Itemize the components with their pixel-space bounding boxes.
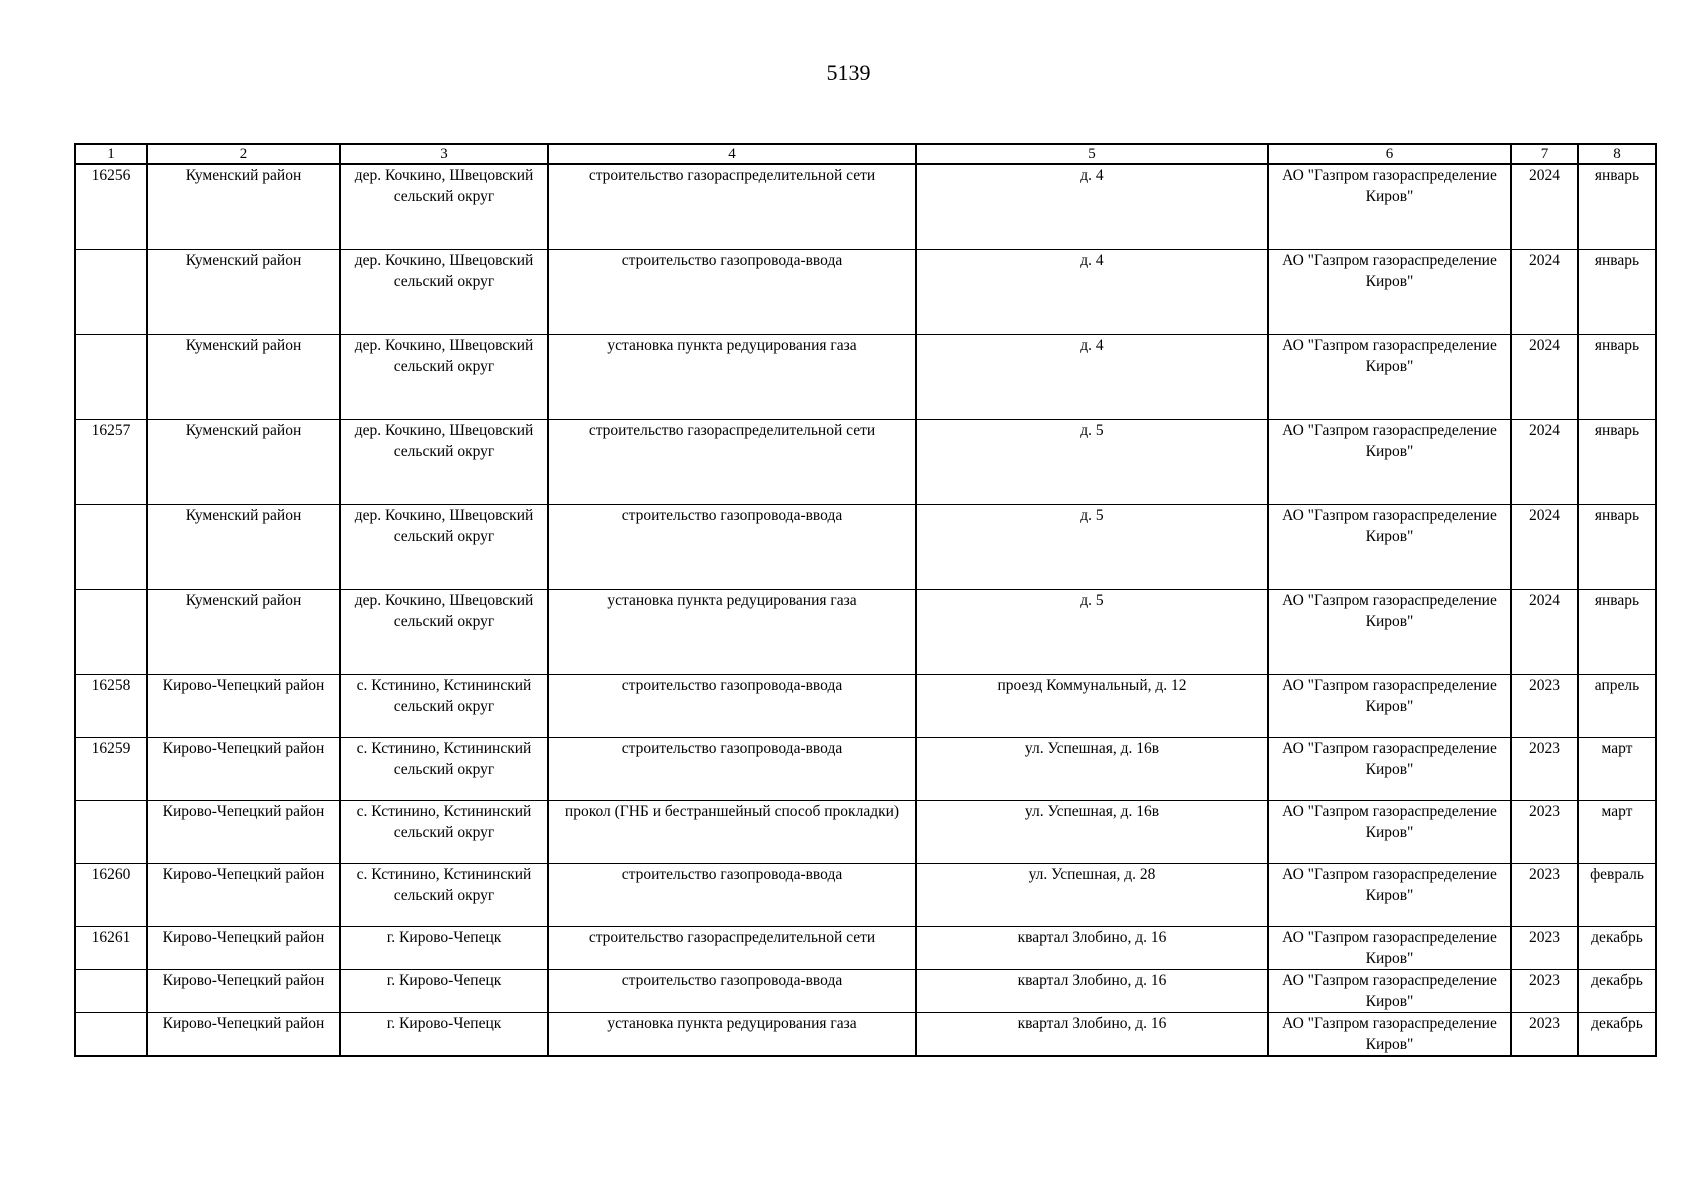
column-number-row — [75, 144, 1656, 164]
year-cell: 2024 — [1511, 505, 1578, 590]
address-cell: д. 5 — [916, 505, 1268, 590]
year-cell: 2023 — [1511, 970, 1578, 1013]
work-type-cell: строительство газопровода-ввода — [548, 250, 916, 335]
settlement-cell: с. Кстинино, Кстининский сельский округ — [340, 801, 548, 864]
organization-cell: АО "Газпром газораспределение Киров" — [1268, 927, 1511, 970]
work-type-cell: строительство газопровода-ввода — [548, 675, 916, 738]
work-type-cell: строительство газопровода-ввода — [548, 864, 916, 927]
column-number: 4 — [548, 144, 916, 164]
year-cell: 2023 — [1511, 927, 1578, 970]
entry-number-cell: 16257 — [75, 420, 147, 505]
register-table — [74, 143, 1657, 1057]
organization-cell: АО "Газпром газораспределение Киров" — [1268, 1013, 1511, 1057]
month-cell: март — [1578, 801, 1656, 864]
organization-cell: АО "Газпром газораспределение Киров" — [1268, 250, 1511, 335]
district-cell: Куменский район — [147, 590, 340, 675]
column-number: 1 — [75, 144, 147, 164]
district-cell: Кирово-Чепецкий район — [147, 927, 340, 970]
year-cell: 2024 — [1511, 250, 1578, 335]
month-cell: март — [1578, 738, 1656, 801]
entry-number-cell: 16260 — [75, 864, 147, 927]
year-cell: 2024 — [1511, 590, 1578, 675]
district-cell: Кирово-Чепецкий район — [147, 801, 340, 864]
column-number: 8 — [1578, 144, 1656, 164]
organization-cell: АО "Газпром газораспределение Киров" — [1268, 505, 1511, 590]
column-number: 5 — [916, 144, 1268, 164]
entry-number-cell: 16261 — [75, 927, 147, 970]
work-type-cell: установка пункта редуцирования газа — [548, 335, 916, 420]
column-number: 7 — [1511, 144, 1578, 164]
address-cell: д. 4 — [916, 164, 1268, 250]
organization-cell: АО "Газпром газораспределение Киров" — [1268, 675, 1511, 738]
year-cell: 2023 — [1511, 738, 1578, 801]
district-cell: Кирово-Чепецкий район — [147, 675, 340, 738]
district-cell: Куменский район — [147, 250, 340, 335]
table-row — [75, 590, 1656, 675]
address-cell: проезд Коммунальный, д. 12 — [916, 675, 1268, 738]
year-cell: 2023 — [1511, 675, 1578, 738]
column-number: 3 — [340, 144, 548, 164]
entry-number-cell — [75, 1013, 147, 1057]
table-body — [75, 164, 1656, 1056]
district-cell: Куменский район — [147, 505, 340, 590]
entry-number-cell — [75, 801, 147, 864]
month-cell: декабрь — [1578, 970, 1656, 1013]
organization-cell: АО "Газпром газораспределение Киров" — [1268, 335, 1511, 420]
settlement-cell: дер. Кочкино, Швецовский сельский округ — [340, 164, 548, 250]
table-row — [75, 675, 1656, 738]
district-cell: Куменский район — [147, 164, 340, 250]
work-type-cell: строительство газопровода-ввода — [548, 505, 916, 590]
month-cell: апрель — [1578, 675, 1656, 738]
table-row — [75, 738, 1656, 801]
address-cell: д. 5 — [916, 420, 1268, 505]
page-number: 5139 — [826, 60, 871, 85]
table-row — [75, 420, 1656, 505]
entry-number-cell — [75, 970, 147, 1013]
month-cell: декабрь — [1578, 1013, 1656, 1057]
work-type-cell: установка пункта редуцирования газа — [548, 590, 916, 675]
settlement-cell: дер. Кочкино, Швецовский сельский округ — [340, 335, 548, 420]
settlement-cell: г. Кирово-Чепецк — [340, 1013, 548, 1057]
year-cell: 2024 — [1511, 164, 1578, 250]
district-cell: Кирово-Чепецкий район — [147, 738, 340, 801]
settlement-cell: дер. Кочкино, Швецовский сельский округ — [340, 590, 548, 675]
district-cell: Кирово-Чепецкий район — [147, 1013, 340, 1057]
entry-number-cell — [75, 590, 147, 675]
month-cell: январь — [1578, 420, 1656, 505]
year-cell: 2023 — [1511, 1013, 1578, 1057]
address-cell: ул. Успешная, д. 28 — [916, 864, 1268, 927]
table-row — [75, 864, 1656, 927]
month-cell: январь — [1578, 164, 1656, 250]
settlement-cell: с. Кстинино, Кстининский сельский округ — [340, 675, 548, 738]
work-type-cell: прокол (ГНБ и бестраншейный способ прокладки) — [548, 801, 916, 864]
organization-cell: АО "Газпром газораспределение Киров" — [1268, 420, 1511, 505]
table-row — [75, 164, 1656, 250]
column-number: 6 — [1268, 144, 1511, 164]
settlement-cell: дер. Кочкино, Швецовский сельский округ — [340, 420, 548, 505]
table-row — [75, 505, 1656, 590]
work-type-cell: строительство газопровода-ввода — [548, 738, 916, 801]
organization-cell: АО "Газпром газораспределение Киров" — [1268, 164, 1511, 250]
work-type-cell: строительство газопровода-ввода — [548, 970, 916, 1013]
work-type-cell: строительство газораспределительной сети — [548, 164, 916, 250]
settlement-cell: с. Кстинино, Кстининский сельский округ — [340, 738, 548, 801]
work-type-cell: установка пункта редуцирования газа — [548, 1013, 916, 1057]
address-cell: д. 4 — [916, 335, 1268, 420]
table-row — [75, 1013, 1656, 1057]
month-cell: январь — [1578, 590, 1656, 675]
entry-number-cell — [75, 335, 147, 420]
entry-number-cell — [75, 250, 147, 335]
settlement-cell: дер. Кочкино, Швецовский сельский округ — [340, 505, 548, 590]
entry-number-cell: 16256 — [75, 164, 147, 250]
address-cell: квартал Злобино, д. 16 — [916, 927, 1268, 970]
work-type-cell: строительство газораспределительной сети — [548, 420, 916, 505]
organization-cell: АО "Газпром газораспределение Киров" — [1268, 970, 1511, 1013]
settlement-cell: г. Кирово-Чепецк — [340, 927, 548, 970]
year-cell: 2023 — [1511, 864, 1578, 927]
district-cell: Кирово-Чепецкий район — [147, 970, 340, 1013]
table-row — [75, 970, 1656, 1013]
year-cell: 2024 — [1511, 420, 1578, 505]
table-row — [75, 250, 1656, 335]
month-cell: февраль — [1578, 864, 1656, 927]
table-header — [75, 144, 1656, 164]
settlement-cell: дер. Кочкино, Швецовский сельский округ — [340, 250, 548, 335]
address-cell: ул. Успешная, д. 16в — [916, 801, 1268, 864]
address-cell: д. 5 — [916, 590, 1268, 675]
work-type-cell: строительство газораспределительной сети — [548, 927, 916, 970]
month-cell: январь — [1578, 250, 1656, 335]
year-cell: 2023 — [1511, 801, 1578, 864]
entry-number-cell: 16259 — [75, 738, 147, 801]
month-cell: январь — [1578, 335, 1656, 420]
month-cell: январь — [1578, 505, 1656, 590]
table-row — [75, 927, 1656, 970]
address-cell: ул. Успешная, д. 16в — [916, 738, 1268, 801]
organization-cell: АО "Газпром газораспределение Киров" — [1268, 801, 1511, 864]
entry-number-cell: 16258 — [75, 675, 147, 738]
settlement-cell: с. Кстинино, Кстининский сельский округ — [340, 864, 548, 927]
district-cell: Кирово-Чепецкий район — [147, 864, 340, 927]
organization-cell: АО "Газпром газораспределение Киров" — [1268, 590, 1511, 675]
address-cell: квартал Злобино, д. 16 — [916, 970, 1268, 1013]
district-cell: Куменский район — [147, 335, 340, 420]
organization-cell: АО "Газпром газораспределение Киров" — [1268, 738, 1511, 801]
table-row — [75, 335, 1656, 420]
address-cell: квартал Злобино, д. 16 — [916, 1013, 1268, 1057]
table-row — [75, 801, 1656, 864]
settlement-cell: г. Кирово-Чепецк — [340, 970, 548, 1013]
organization-cell: АО "Газпром газораспределение Киров" — [1268, 864, 1511, 927]
entry-number-cell — [75, 505, 147, 590]
column-number: 2 — [147, 144, 340, 164]
district-cell: Куменский район — [147, 420, 340, 505]
month-cell: декабрь — [1578, 927, 1656, 970]
year-cell: 2024 — [1511, 335, 1578, 420]
address-cell: д. 4 — [916, 250, 1268, 335]
